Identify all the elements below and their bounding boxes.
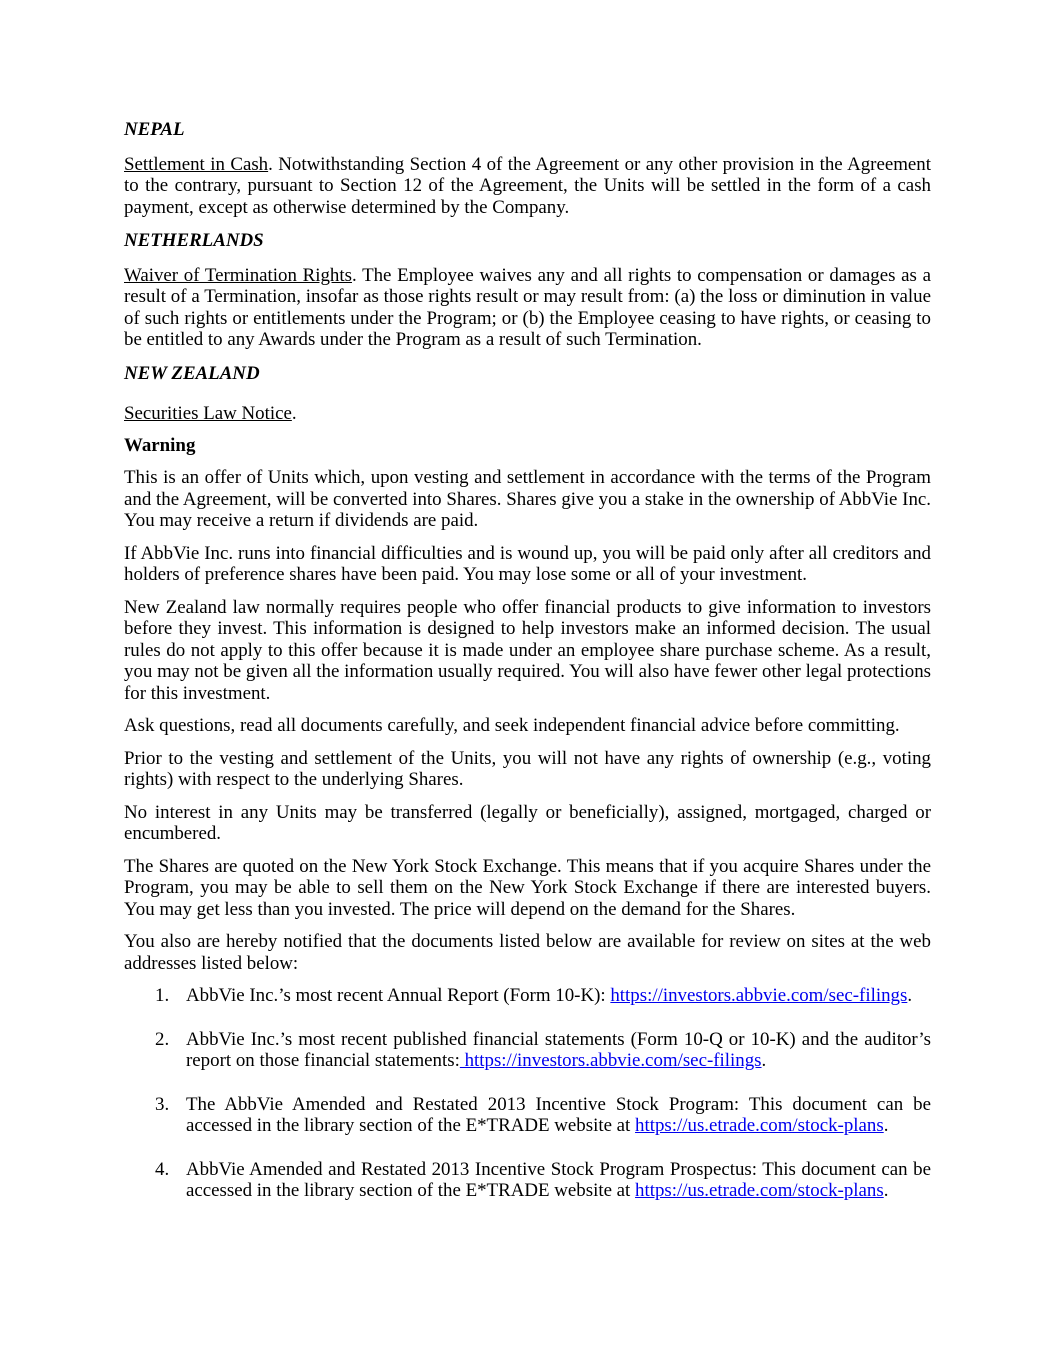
paragraph-financial-difficulties: If AbbVie Inc. runs into financial difficulties and is wound up, you will be paid only after all creditors and holders of preference shares have been paid. You may lose some or all of your investment. <box>124 542 931 585</box>
paragraph-lead-settlement-in-cash: Settlement in Cash <box>124 153 269 175</box>
list-item-period: . <box>883 1115 889 1136</box>
paragraph-lead-waiver-of-termination-rights: Waiver of Termination Rights <box>124 264 352 286</box>
list-item-text: AbbVie Inc.’s most recent Annual Report (Form 10-K): <box>186 985 611 1006</box>
section-heading-new-zealand: NEW ZEALAND <box>124 362 260 384</box>
list-item-text: AbbVie Inc.’s most recent published financial statements (Form 10-Q or 10-K) and the auditor’s report on those financial statements: <box>186 1028 931 1071</box>
list-item-period: . <box>761 1050 767 1071</box>
list-item-number: 2. <box>155 1028 170 1050</box>
list-item-stock-program <box>124 1094 931 1137</box>
paragraph-prior-to-vesting: Prior to the vesting and settlement of the Units, you will not have any rights of ownership (e.g., voting rights) with respect to the underlying Shares. <box>124 747 931 790</box>
numbered-document-list <box>124 985 931 1202</box>
sec-filings-link[interactable]: https://investors.abbvie.com/sec-filings <box>459 1050 762 1071</box>
list-item-financial-statements <box>124 1029 931 1072</box>
warning-heading: Warning <box>124 434 196 456</box>
document-page <box>124 0 931 1224</box>
list-item-text: The AbbVie Amended and Restated 2013 Incentive Stock Program: This document can be accessed in the library section of the E*TRADE website at <box>186 1093 931 1136</box>
paragraph-shares-quoted: The Shares are quoted on the New York Stock Exchange. This means that if you acquire Shares under the Program, you may be able to sell them on the New York Stock Exchange if there are interested buyers. You may get less than you invested. The price will depend on the demand for the Shares. <box>124 855 931 920</box>
section-heading-nepal: NEPAL <box>124 119 185 140</box>
paragraph-body: . Notwithstanding Section 4 of the Agreement or any other provision in the Agreement to the contrary, pursuant to Section 12 of the Agreement, the Units will be settled in the form of a cash payment, except as otherwise determined by the Company. <box>124 153 931 218</box>
securities-law-notice-line <box>124 403 931 425</box>
etrade-stock-plans-link[interactable]: https://us.etrade.com/stock-plans <box>635 1115 884 1136</box>
paragraph-documents-notice: You also are hereby notified that the documents listed below are available for review on sites at the web addresses listed below: <box>124 931 931 974</box>
list-item-annual-report <box>124 985 931 1007</box>
paragraph-netherlands <box>124 265 931 351</box>
list-item-number: 4. <box>155 1158 170 1180</box>
securities-law-notice-period: . <box>291 403 297 424</box>
etrade-stock-plans-link[interactable]: https://us.etrade.com/stock-plans <box>635 1180 884 1201</box>
paragraph-nepal <box>124 154 931 219</box>
list-item-period: . <box>883 1180 889 1201</box>
paragraph-offer-of-units: This is an offer of Units which, upon vesting and settlement in accordance with the terms of the Program and the Agreement, will be converted into Shares. Shares give you a stake in the ownership of AbbVie Inc. You may receive a return if dividends are paid. <box>124 467 931 531</box>
section-heading-netherlands: NETHERLANDS <box>124 230 264 251</box>
list-item-program-prospectus <box>124 1159 931 1202</box>
paragraph-nz-law: New Zealand law normally requires people who offer financial products to give information to investors before they invest. This information is designed to help investors make an informed decision. The usual rules do not apply to this offer because it is made under an employee share purchase scheme. As a result, you may not be given all the information usually required. You will also have fewer other legal protections for this investment. <box>124 596 931 704</box>
securities-law-notice-lead: Securities Law Notice <box>124 403 292 424</box>
paragraph-ask-questions: Ask questions, read all documents carefully, and seek independent financial advice before committing. <box>124 715 900 736</box>
list-item-number: 3. <box>155 1093 170 1115</box>
list-item-period: . <box>907 985 913 1006</box>
list-item-text: AbbVie Amended and Restated 2013 Incentive Stock Program Prospectus: This document can be accessed in the library section of the E*TRADE website at <box>186 1158 931 1201</box>
paragraph-no-interest: No interest in any Units may be transferred (legally or beneficially), assigned, mortgaged, charged or encumbered. <box>124 801 931 844</box>
sec-filings-link[interactable]: https://investors.abbvie.com/sec-filings <box>610 985 908 1006</box>
paragraph-body: . The Employee waives any and all rights to compensation or damages as a result of a Termination, insofar as those rights result or may result from: (a) the loss or diminution in value of such rights or entitlements under the Program; or (b) the Employee ceasing to have rights, or ceasing to be entitled to any Awards under the Program as a result of such Termination. <box>124 264 931 350</box>
list-item-number: 1. <box>155 985 170 1006</box>
